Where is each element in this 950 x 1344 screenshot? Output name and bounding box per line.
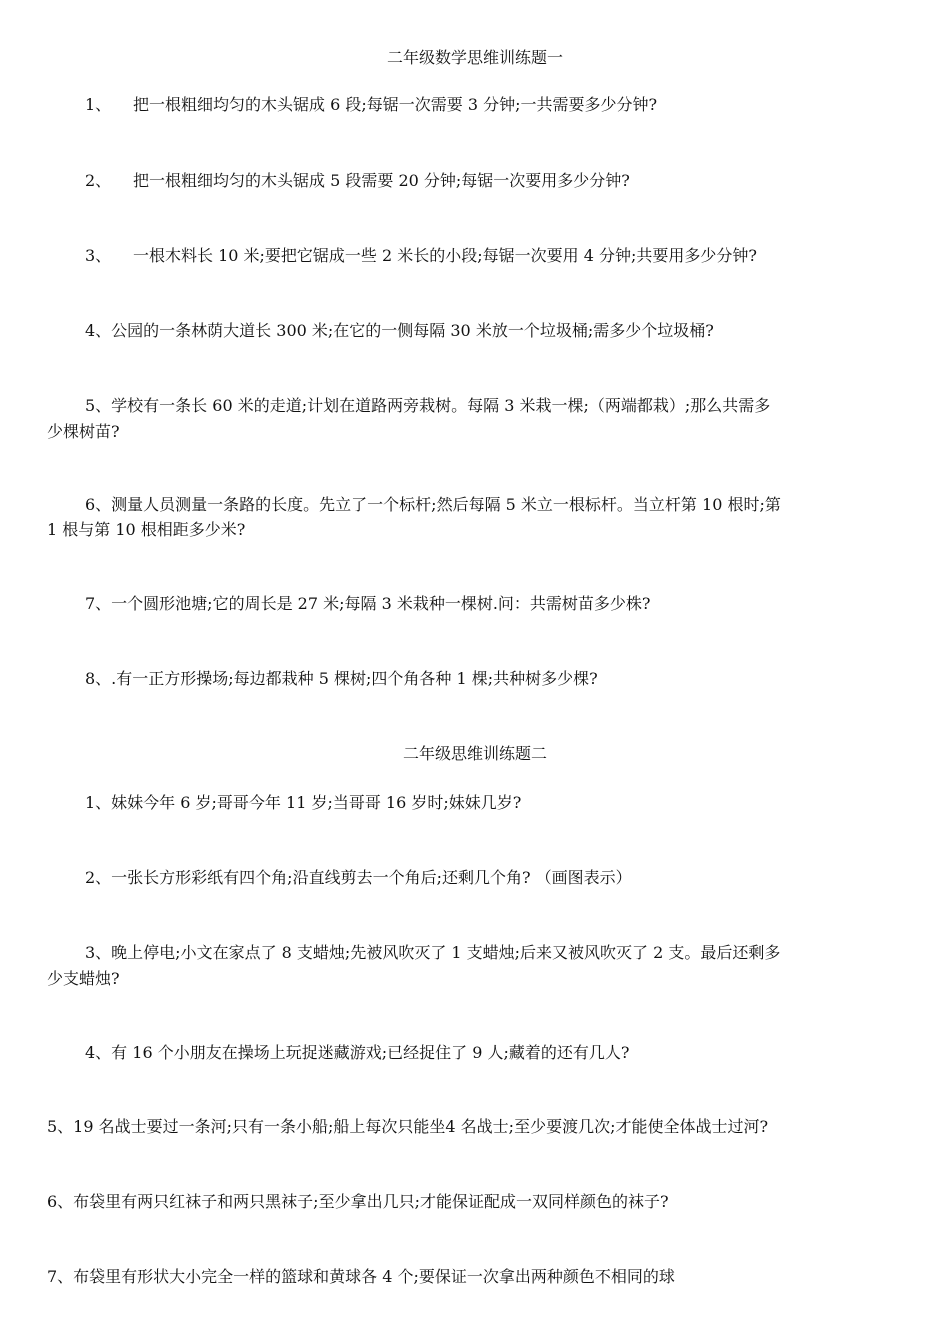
s1-question-6-line1: 6、测量人员测量一条路的长度。先立了一个标杆;然后每隔 5 米立一根标杆。当立杆第 10 根时;第 bbox=[85, 495, 781, 514]
s1-question-1-number: 1、 bbox=[85, 95, 112, 114]
s1-question-2-number: 2、 bbox=[85, 171, 112, 190]
s2-question-3-line2: 少支蜡烛? bbox=[47, 969, 120, 988]
s1-question-1: 把一根粗细均匀的木头锯成 6 段;每锯一次需要 3 分钟;一共需要多少分钟? bbox=[133, 95, 658, 114]
s1-question-7: 7、一个圆形池塘;它的周长是 27 米;每隔 3 米栽种一棵树.问：共需树苗多少株? bbox=[85, 594, 651, 613]
s1-question-3-number: 3、 bbox=[85, 246, 112, 265]
s2-question-1: 1、妹妹今年 6 岁;哥哥今年 11 岁;当哥哥 16 岁时;妹妹几岁? bbox=[85, 793, 522, 812]
s2-question-7: 7、布袋里有形状大小完全一样的篮球和黄球各 4 个;要保证一次拿出两种颜色不相同的球 bbox=[47, 1267, 675, 1286]
s2-question-5: 5、19 名战士要过一条河;只有一条小船;船上每次只能坐4 名战士;至少要渡几次;才能使全体战士过河? bbox=[47, 1117, 769, 1136]
s1-question-5-line1: 5、学校有一条长 60 米的走道;计划在道路两旁栽树。每隔 3 米栽一棵;（两端都栽）;那么共需多 bbox=[85, 396, 771, 415]
s1-question-5-line2: 少棵树苗? bbox=[47, 422, 120, 441]
s2-question-2: 2、一张长方形彩纸有四个角;沿直线剪去一个角后;还剩几个角? （画图表示） bbox=[85, 868, 632, 887]
section1-title: 二年级数学思维训练题一 bbox=[386, 48, 563, 67]
s2-question-6: 6、布袋里有两只红袜子和两只黑袜子;至少拿出几只;才能保证配成一双同样颜色的袜子? bbox=[47, 1192, 669, 1211]
s2-question-3-line1: 3、晚上停电;小文在家点了 8 支蜡烛;先被风吹灭了 1 支蜡烛;后来又被风吹灭了 2 支。最后还剩多 bbox=[85, 943, 781, 962]
s1-question-3: 一根木料长 10 米;要把它锯成一些 2 米长的小段;每锯一次要用 4 分钟;共要用多少分钟? bbox=[133, 246, 757, 265]
s2-question-4: 4、有 16 个小朋友在操场上玩捉迷藏游戏;已经捉住了 9 人;藏着的还有几人? bbox=[85, 1043, 630, 1062]
s1-question-8: 8、.有一正方形操场;每边都栽种 5 棵树;四个角各种 1 棵;共种树多少棵? bbox=[85, 669, 598, 688]
s1-question-6-line2: 1 根与第 10 根相距多少米? bbox=[47, 520, 246, 539]
s1-question-4: 4、公园的一条林荫大道长 300 米;在它的一侧每隔 30 米放一个垃圾桶;需多少个垃圾桶? bbox=[85, 321, 714, 340]
s1-question-2: 把一根粗细均匀的木头锯成 5 段需要 20 分钟;每锯一次要用多少分钟? bbox=[133, 171, 630, 190]
section2-title: 二年级思维训练题二 bbox=[402, 744, 547, 763]
